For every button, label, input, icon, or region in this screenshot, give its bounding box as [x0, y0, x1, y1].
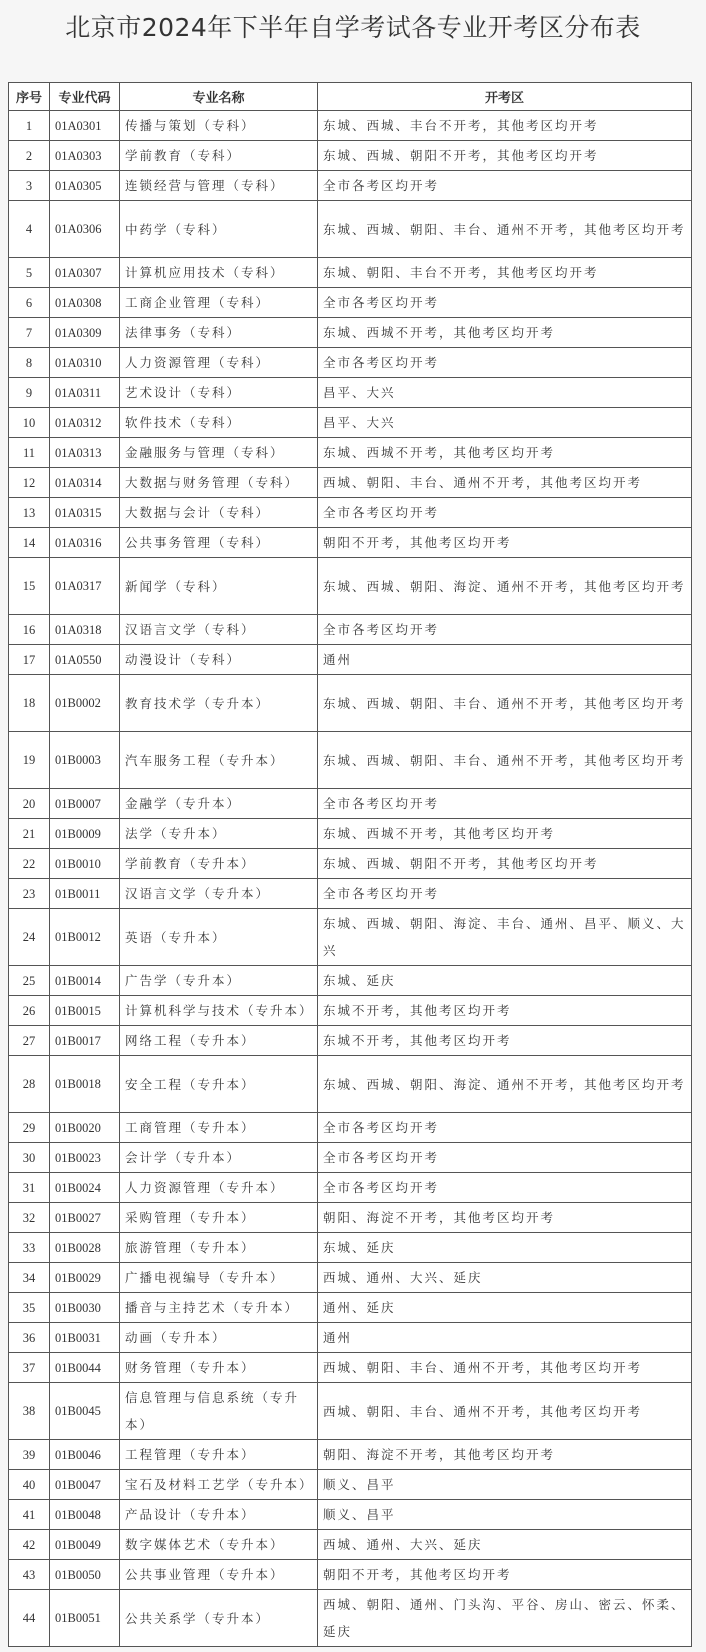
table-row	[9, 1530, 692, 1560]
table-row	[9, 675, 692, 732]
exam-districts: 西城、通州、大兴、延庆	[318, 1263, 692, 1293]
row-number: 11	[9, 438, 50, 468]
table-row	[9, 1263, 692, 1293]
exam-districts: 全市各考区均开考	[318, 288, 692, 318]
row-number: 9	[9, 378, 50, 408]
table-row	[9, 966, 692, 996]
major-code: 01A0313	[50, 438, 120, 468]
table-row	[9, 201, 692, 258]
major-name: 大数据与会计（专科）	[120, 498, 318, 528]
major-name: 广播电视编导（专升本）	[120, 1263, 318, 1293]
exam-districts: 西城、朝阳、丰台、通州不开考，其他考区均开考	[318, 1353, 692, 1383]
row-number: 13	[9, 498, 50, 528]
table-header-row	[9, 83, 692, 111]
major-code: 01B0003	[50, 732, 120, 789]
row-number: 19	[9, 732, 50, 789]
exam-districts: 西城、朝阳、丰台、通州不开考，其他考区均开考	[318, 1383, 692, 1440]
exam-districts: 东城、西城不开考，其他考区均开考	[318, 318, 692, 348]
major-name: 采购管理（专升本）	[120, 1203, 318, 1233]
exam-districts: 东城、西城、丰台不开考，其他考区均开考	[318, 111, 692, 141]
exam-districts: 全市各考区均开考	[318, 1143, 692, 1173]
major-code: 01B0015	[50, 996, 120, 1026]
exam-districts: 东城、延庆	[318, 1233, 692, 1263]
major-name: 艺术设计（专科）	[120, 378, 318, 408]
table-row	[9, 468, 692, 498]
row-number: 39	[9, 1440, 50, 1470]
header-code: 专业代码	[50, 83, 120, 111]
table-row	[9, 258, 692, 288]
major-code: 01B0048	[50, 1500, 120, 1530]
row-number: 37	[9, 1353, 50, 1383]
table-row	[9, 288, 692, 318]
row-number: 3	[9, 171, 50, 201]
row-number: 22	[9, 849, 50, 879]
row-number: 36	[9, 1323, 50, 1353]
major-code: 01A0310	[50, 348, 120, 378]
major-name: 广告学（专升本）	[120, 966, 318, 996]
row-number: 6	[9, 288, 50, 318]
major-name: 安全工程（专升本）	[120, 1056, 318, 1113]
major-code: 01B0051	[50, 1590, 120, 1647]
major-name: 软件技术（专科）	[120, 408, 318, 438]
row-number: 33	[9, 1233, 50, 1263]
major-name: 大数据与财务管理（专科）	[120, 468, 318, 498]
table-row	[9, 348, 692, 378]
major-name: 公共事业管理（专升本）	[120, 1560, 318, 1590]
row-number: 2	[9, 141, 50, 171]
row-number: 4	[9, 201, 50, 258]
major-name: 中药学（专科）	[120, 201, 318, 258]
table-row	[9, 141, 692, 171]
row-number: 17	[9, 645, 50, 675]
table-row	[9, 1173, 692, 1203]
row-number: 30	[9, 1143, 50, 1173]
row-number: 18	[9, 675, 50, 732]
row-number: 29	[9, 1113, 50, 1143]
major-name: 新闻学（专科）	[120, 558, 318, 615]
row-number: 8	[9, 348, 50, 378]
row-number: 38	[9, 1383, 50, 1440]
row-number: 35	[9, 1293, 50, 1323]
row-number: 40	[9, 1470, 50, 1500]
major-name: 工程管理（专升本）	[120, 1440, 318, 1470]
major-name: 计算机科学与技术（专升本）	[120, 996, 318, 1026]
exam-districts: 东城、西城、朝阳不开考，其他考区均开考	[318, 141, 692, 171]
major-code: 01B0012	[50, 909, 120, 966]
major-name: 公共事务管理（专科）	[120, 528, 318, 558]
major-name: 学前教育（专升本）	[120, 849, 318, 879]
exam-districts: 东城、西城不开考，其他考区均开考	[318, 438, 692, 468]
table-row	[9, 1590, 692, 1647]
row-number: 16	[9, 615, 50, 645]
major-name: 会计学（专升本）	[120, 1143, 318, 1173]
table-row	[9, 171, 692, 201]
major-code: 01B0024	[50, 1173, 120, 1203]
major-code: 01A0317	[50, 558, 120, 615]
exam-districts: 东城、西城、朝阳、海淀、通州不开考，其他考区均开考	[318, 558, 692, 615]
major-code: 01B0002	[50, 675, 120, 732]
major-name: 法律事务（专科）	[120, 318, 318, 348]
exam-districts: 通州、延庆	[318, 1293, 692, 1323]
exam-district-table	[8, 82, 692, 1647]
exam-districts: 全市各考区均开考	[318, 615, 692, 645]
table-row	[9, 558, 692, 615]
row-number: 1	[9, 111, 50, 141]
major-name: 教育技术学（专升本）	[120, 675, 318, 732]
table-row	[9, 732, 692, 789]
exam-districts: 全市各考区均开考	[318, 348, 692, 378]
exam-districts: 全市各考区均开考	[318, 789, 692, 819]
major-code: 01A0303	[50, 141, 120, 171]
table-row	[9, 1293, 692, 1323]
major-code: 01B0009	[50, 819, 120, 849]
major-code: 01B0017	[50, 1026, 120, 1056]
major-code: 01B0030	[50, 1293, 120, 1323]
table-row	[9, 438, 692, 468]
row-number: 12	[9, 468, 50, 498]
exam-districts: 东城不开考，其他考区均开考	[318, 996, 692, 1026]
exam-districts: 东城、西城不开考，其他考区均开考	[318, 819, 692, 849]
major-name: 汉语言文学（专科）	[120, 615, 318, 645]
exam-districts: 朝阳不开考，其他考区均开考	[318, 528, 692, 558]
exam-districts: 东城不开考，其他考区均开考	[318, 1026, 692, 1056]
major-code: 01A0307	[50, 258, 120, 288]
exam-districts: 通州	[318, 645, 692, 675]
exam-districts: 顺义、昌平	[318, 1500, 692, 1530]
table-row	[9, 498, 692, 528]
major-code: 01A0312	[50, 408, 120, 438]
exam-districts: 昌平、大兴	[318, 408, 692, 438]
table-row	[9, 1440, 692, 1470]
major-code: 01B0018	[50, 1056, 120, 1113]
row-number: 24	[9, 909, 50, 966]
major-code: 01A0306	[50, 201, 120, 258]
major-name: 数字媒体艺术（专升本）	[120, 1530, 318, 1560]
major-code: 01A0309	[50, 318, 120, 348]
table-row	[9, 1143, 692, 1173]
table-row	[9, 378, 692, 408]
major-name: 传播与策划（专科）	[120, 111, 318, 141]
row-number: 21	[9, 819, 50, 849]
major-code: 01B0029	[50, 1263, 120, 1293]
major-name: 工商企业管理（专科）	[120, 288, 318, 318]
table-row	[9, 645, 692, 675]
major-code: 01A0315	[50, 498, 120, 528]
row-number: 32	[9, 1203, 50, 1233]
table-row	[9, 996, 692, 1026]
row-number: 42	[9, 1530, 50, 1560]
major-code: 01B0031	[50, 1323, 120, 1353]
major-name: 宝石及材料工艺学（专升本）	[120, 1470, 318, 1500]
major-code: 01A0311	[50, 378, 120, 408]
table-row	[9, 408, 692, 438]
major-name: 学前教育（专科）	[120, 141, 318, 171]
row-number: 41	[9, 1500, 50, 1530]
exam-districts: 昌平、大兴	[318, 378, 692, 408]
exam-districts: 朝阳、海淀不开考，其他考区均开考	[318, 1203, 692, 1233]
major-name: 动画（专升本）	[120, 1323, 318, 1353]
major-code: 01B0010	[50, 849, 120, 879]
major-code: 01B0027	[50, 1203, 120, 1233]
exam-districts: 东城、西城、朝阳、丰台、通州不开考，其他考区均开考	[318, 201, 692, 258]
table-row	[9, 909, 692, 966]
row-number: 28	[9, 1056, 50, 1113]
major-name: 公共关系学（专升本）	[120, 1590, 318, 1647]
exam-districts: 全市各考区均开考	[318, 1113, 692, 1143]
exam-districts: 东城、西城、朝阳、丰台、通州不开考，其他考区均开考	[318, 732, 692, 789]
exam-districts: 顺义、昌平	[318, 1470, 692, 1500]
exam-districts: 全市各考区均开考	[318, 171, 692, 201]
table-row	[9, 789, 692, 819]
exam-districts: 东城、西城、朝阳、海淀、丰台、通州、昌平、顺义、大兴	[318, 909, 692, 966]
major-code: 01B0046	[50, 1440, 120, 1470]
row-number: 34	[9, 1263, 50, 1293]
major-code: 01A0301	[50, 111, 120, 141]
major-name: 英语（专升本）	[120, 909, 318, 966]
major-name: 法学（专升本）	[120, 819, 318, 849]
major-name: 计算机应用技术（专科）	[120, 258, 318, 288]
header-area: 开考区	[318, 83, 692, 111]
exam-districts: 东城、朝阳、丰台不开考，其他考区均开考	[318, 258, 692, 288]
major-name: 播音与主持艺术（专升本）	[120, 1293, 318, 1323]
row-number: 10	[9, 408, 50, 438]
table-row	[9, 1470, 692, 1500]
table-row	[9, 849, 692, 879]
row-number: 14	[9, 528, 50, 558]
exam-districts: 全市各考区均开考	[318, 1173, 692, 1203]
row-number: 5	[9, 258, 50, 288]
table-row	[9, 1203, 692, 1233]
major-code: 01B0047	[50, 1470, 120, 1500]
major-code: 01A0308	[50, 288, 120, 318]
major-code: 01B0044	[50, 1353, 120, 1383]
major-code: 01B0045	[50, 1383, 120, 1440]
table-row	[9, 819, 692, 849]
major-code: 01A0305	[50, 171, 120, 201]
row-number: 26	[9, 996, 50, 1026]
major-code: 01A0550	[50, 645, 120, 675]
exam-districts: 全市各考区均开考	[318, 498, 692, 528]
major-code: 01B0007	[50, 789, 120, 819]
major-name: 网络工程（专升本）	[120, 1026, 318, 1056]
row-number: 20	[9, 789, 50, 819]
major-code: 01B0023	[50, 1143, 120, 1173]
major-name: 信息管理与信息系统（专升本）	[120, 1383, 318, 1440]
row-number: 25	[9, 966, 50, 996]
exam-districts: 西城、通州、大兴、延庆	[318, 1530, 692, 1560]
header-name: 专业名称	[120, 83, 318, 111]
exam-districts: 东城、西城、朝阳、海淀、通州不开考，其他考区均开考	[318, 1056, 692, 1113]
row-number: 43	[9, 1560, 50, 1590]
exam-districts: 东城、西城、朝阳、丰台、通州不开考，其他考区均开考	[318, 675, 692, 732]
major-name: 人力资源管理（专升本）	[120, 1173, 318, 1203]
major-code: 01B0028	[50, 1233, 120, 1263]
major-code: 01A0316	[50, 528, 120, 558]
table-row	[9, 1560, 692, 1590]
exam-districts: 朝阳、海淀不开考，其他考区均开考	[318, 1440, 692, 1470]
table-row	[9, 1383, 692, 1440]
row-number: 44	[9, 1590, 50, 1647]
major-name: 汽车服务工程（专升本）	[120, 732, 318, 789]
row-number: 31	[9, 1173, 50, 1203]
major-name: 财务管理（专升本）	[120, 1353, 318, 1383]
major-name: 金融服务与管理（专科）	[120, 438, 318, 468]
major-name: 人力资源管理（专科）	[120, 348, 318, 378]
page-title: 北京市2024年下半年自学考试各专业开考区分布表	[65, 13, 641, 42]
exam-districts: 全市各考区均开考	[318, 879, 692, 909]
major-name: 汉语言文学（专升本）	[120, 879, 318, 909]
exam-districts: 东城、西城、朝阳不开考，其他考区均开考	[318, 849, 692, 879]
row-number: 23	[9, 879, 50, 909]
table-row	[9, 318, 692, 348]
major-name: 旅游管理（专升本）	[120, 1233, 318, 1263]
major-name: 金融学（专升本）	[120, 789, 318, 819]
row-number: 7	[9, 318, 50, 348]
major-code: 01A0314	[50, 468, 120, 498]
major-name: 连锁经营与管理（专科）	[120, 171, 318, 201]
table-row	[9, 1233, 692, 1263]
major-code: 01B0014	[50, 966, 120, 996]
row-number: 27	[9, 1026, 50, 1056]
table-row	[9, 111, 692, 141]
exam-districts: 西城、朝阳、通州、门头沟、平谷、房山、密云、怀柔、延庆	[318, 1590, 692, 1647]
table-row	[9, 1056, 692, 1113]
exam-districts: 西城、朝阳、丰台、通州不开考，其他考区均开考	[318, 468, 692, 498]
major-code: 01B0011	[50, 879, 120, 909]
major-name: 产品设计（专升本）	[120, 1500, 318, 1530]
table-row	[9, 1113, 692, 1143]
major-name: 动漫设计（专科）	[120, 645, 318, 675]
major-name: 工商管理（专升本）	[120, 1113, 318, 1143]
major-code: 01B0049	[50, 1530, 120, 1560]
header-no: 序号	[9, 83, 50, 111]
table-row	[9, 1026, 692, 1056]
exam-districts: 东城、延庆	[318, 966, 692, 996]
table-row	[9, 1500, 692, 1530]
table-row	[9, 1323, 692, 1353]
table-row	[9, 615, 692, 645]
table-row	[9, 1353, 692, 1383]
table-row	[9, 879, 692, 909]
major-code: 01B0050	[50, 1560, 120, 1590]
row-number: 15	[9, 558, 50, 615]
major-code: 01B0020	[50, 1113, 120, 1143]
table-row	[9, 528, 692, 558]
exam-districts: 通州	[318, 1323, 692, 1353]
exam-districts: 朝阳不开考，其他考区均开考	[318, 1560, 692, 1590]
major-code: 01A0318	[50, 615, 120, 645]
